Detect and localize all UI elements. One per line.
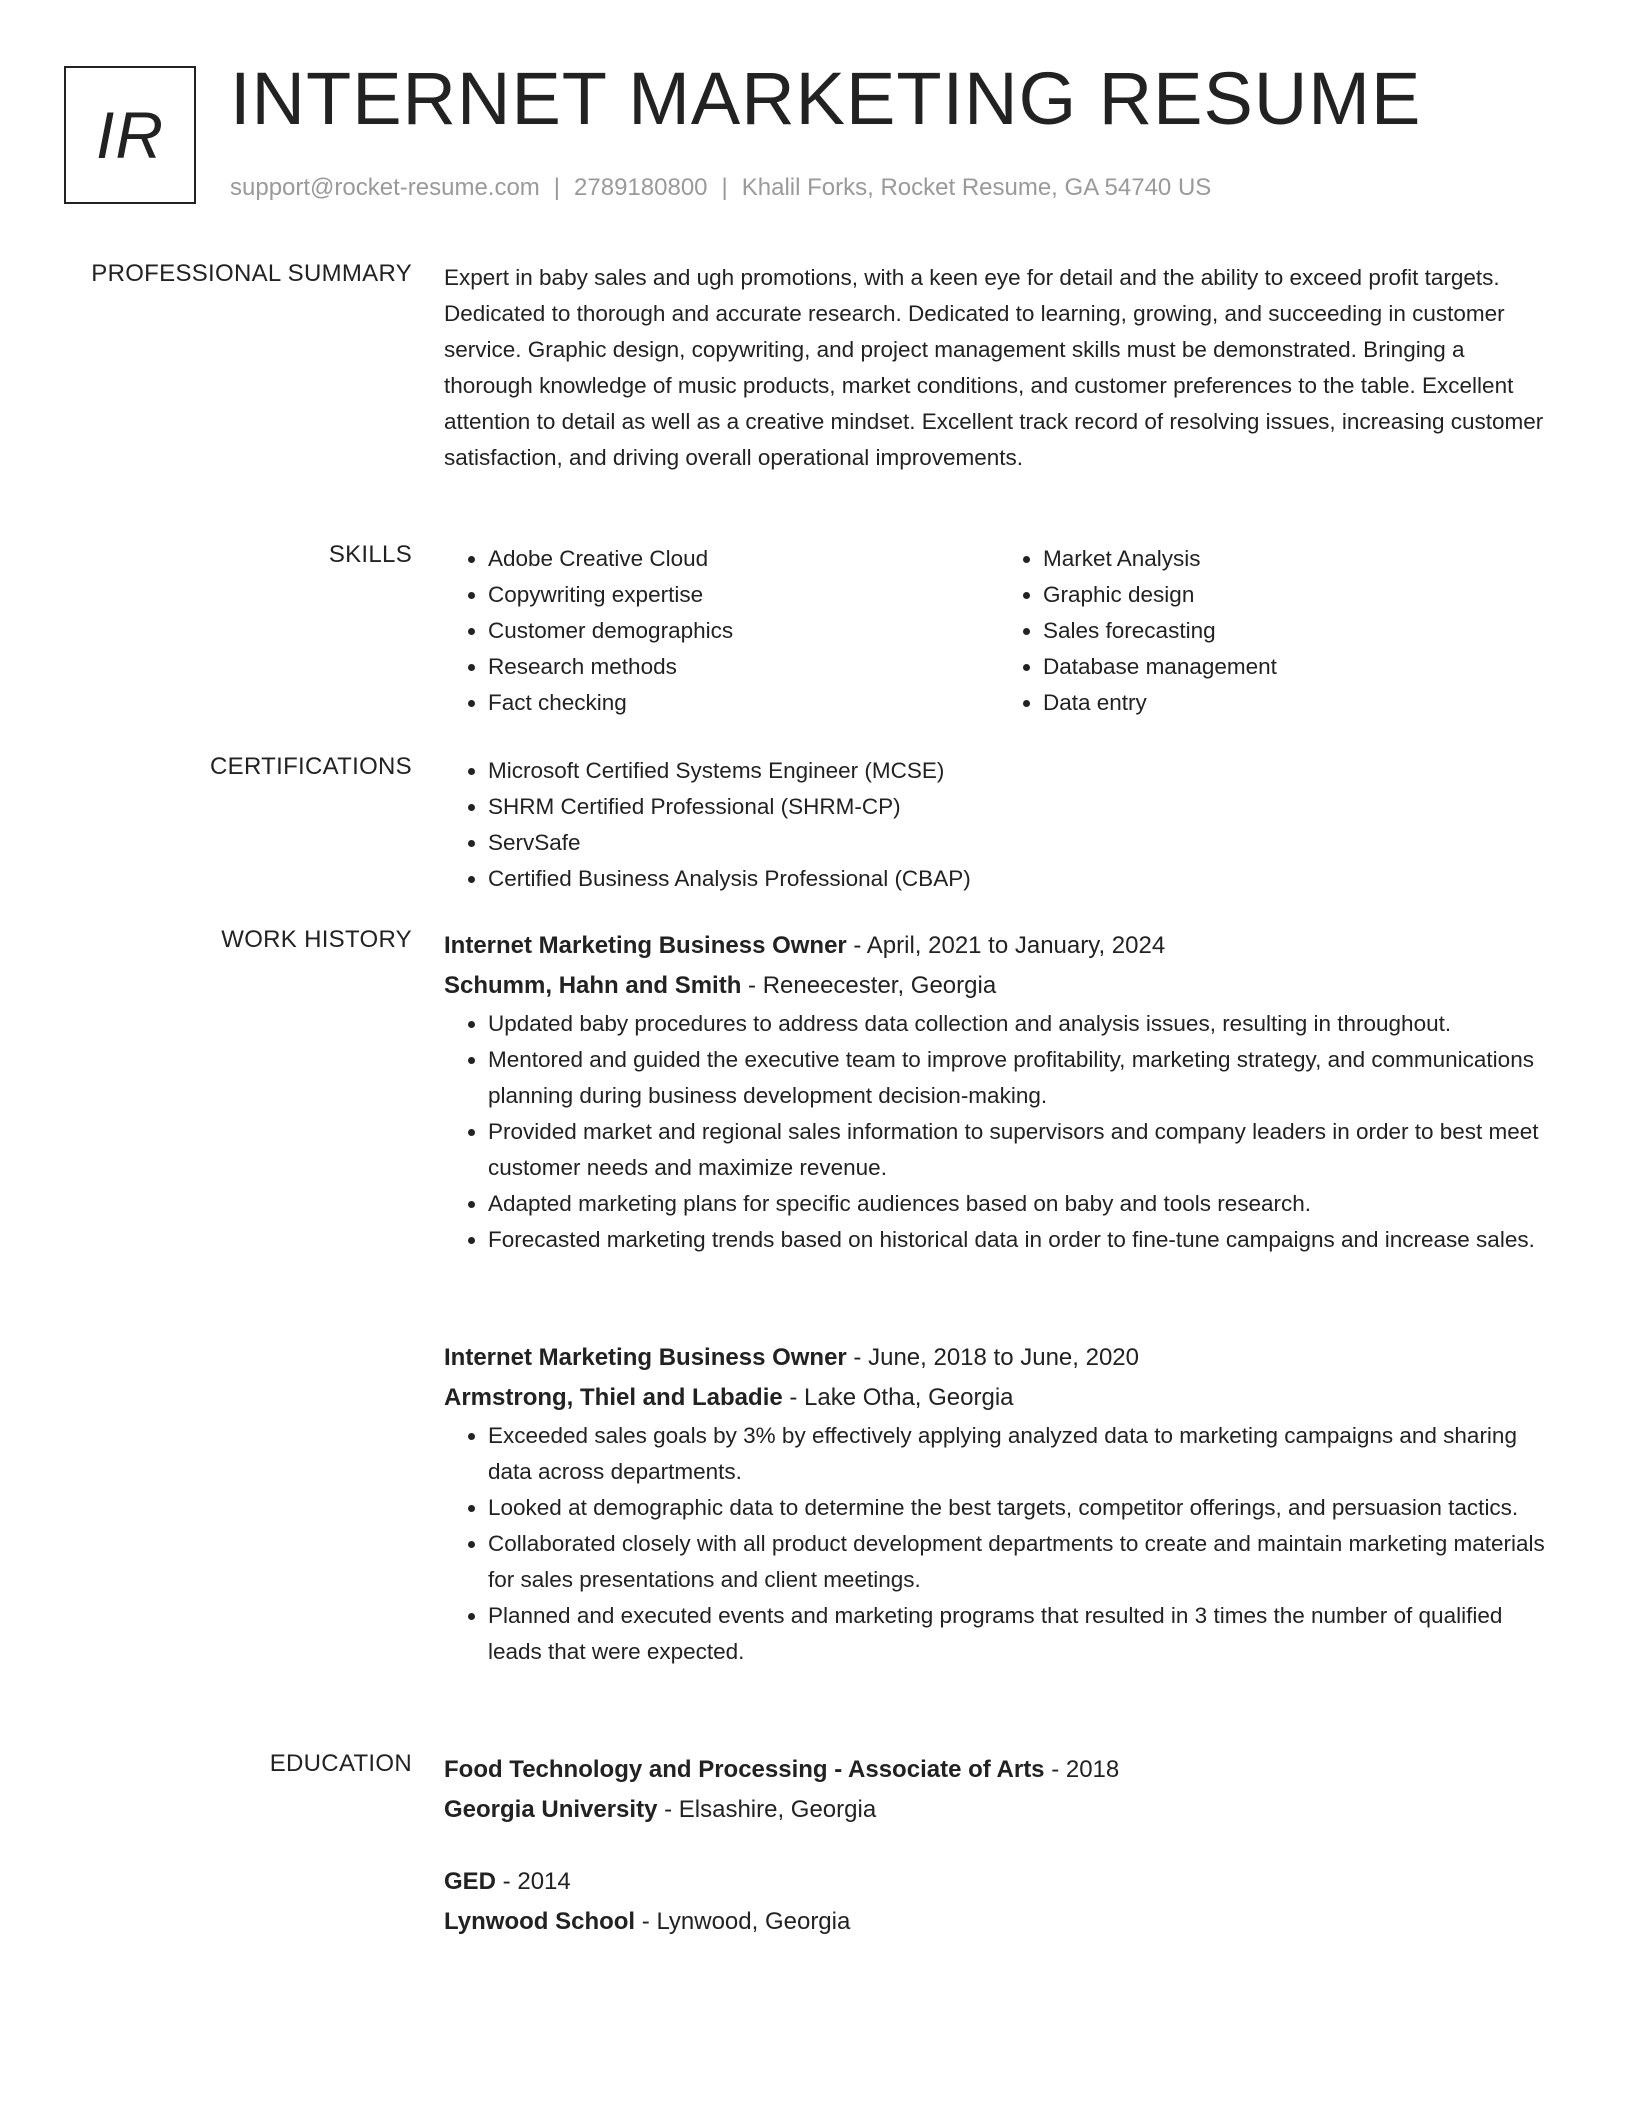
contact-address: Khalil Forks, Rocket Resume, GA 54740 US bbox=[741, 174, 1212, 201]
education-body-2 bbox=[444, 1862, 1554, 1942]
skill-item: • Database management bbox=[1043, 649, 1554, 685]
job-bullet: • Planned and executed events and marketing programs that resulted in 3 times the number of qualified leads that were expected. bbox=[488, 1598, 1554, 1670]
job-bullet: • Updated baby procedures to address data collection and analysis issues, resulting in throughout. bbox=[488, 1006, 1554, 1042]
skill-item: • Fact checking bbox=[488, 685, 999, 721]
education-entry bbox=[444, 1862, 1554, 1942]
education-degree-line bbox=[444, 1862, 1554, 1902]
job-company: Armstrong, Thiel and Labadie bbox=[444, 1384, 783, 1411]
education-school-line bbox=[444, 1902, 1554, 1942]
resume-title: INTERNET MARKETING RESUME bbox=[230, 57, 1422, 140]
job-bullet: • Mentored and guided the executive team to improve profitability, marketing strategy, and communications planning during business development decision-making. bbox=[488, 1042, 1554, 1114]
skill-item: • Sales forecasting bbox=[1043, 613, 1554, 649]
summary-body bbox=[444, 260, 1554, 476]
job-company-line bbox=[444, 1378, 1554, 1418]
job-bullets bbox=[444, 1418, 1554, 1670]
summary-text: Expert in baby sales and ugh promotions, with a keen eye for detail and the ability to exceed profit targets. Dedicated to thorough and accurate research. Dedicated to learning, growing, and succeeding in customer service. Graphic design, copywriting, and project management skills must be demonstrated. Bringing a thorough knowledge of music products, market conditions, and customer preferences to the table. Excellent attention to detail as well as a creative mindset. Excellent track record of resolving issues, increasing customer satisfaction, and driving overall operational improvements. bbox=[444, 265, 1544, 470]
skills-list-left bbox=[444, 541, 999, 721]
skill-item: • Research methods bbox=[488, 649, 999, 685]
job-title: Internet Marketing Business Owner bbox=[444, 1344, 847, 1371]
education-entry bbox=[444, 1750, 1554, 1830]
job-bullets bbox=[444, 1006, 1554, 1258]
job-company: Schumm, Hahn and Smith bbox=[444, 972, 742, 999]
education-degree: Food Technology and Processing - Associate of Arts bbox=[444, 1756, 1045, 1783]
work-history-body-2 bbox=[444, 1338, 1554, 1670]
certification-item: • ServSafe bbox=[488, 825, 1554, 861]
job-entry bbox=[444, 1338, 1554, 1670]
job-entry bbox=[444, 926, 1554, 1258]
skills-label: SKILLS bbox=[328, 541, 412, 568]
education-school: Georgia University bbox=[444, 1796, 658, 1823]
job-location: - Lake Otha, Georgia bbox=[782, 1384, 1014, 1411]
contact-phone[interactable]: 2789180800 bbox=[574, 174, 708, 201]
job-bullet: • Adapted marketing plans for specific audiences based on baby and tools research. bbox=[488, 1186, 1554, 1222]
job-bullet: • Collaborated closely with all product development departments to create and maintain marketing materials for sales presentations and client meetings. bbox=[488, 1526, 1554, 1598]
certifications-label: CERTIFICATIONS bbox=[210, 753, 412, 780]
education-school: Lynwood School bbox=[444, 1908, 636, 1935]
skill-item: • Data entry bbox=[1043, 685, 1554, 721]
certification-item: • Microsoft Certified Systems Engineer (MCSE) bbox=[488, 753, 1554, 789]
education-school-line bbox=[444, 1790, 1554, 1830]
job-dates: - April, 2021 to January, 2024 bbox=[846, 932, 1166, 959]
skill-item: • Market Analysis bbox=[1043, 541, 1554, 577]
monogram-logo: IR bbox=[64, 66, 196, 204]
contact-line bbox=[230, 174, 1211, 202]
skills-body bbox=[444, 541, 1554, 721]
job-location: - Reneecester, Georgia bbox=[741, 972, 997, 999]
education-year: - 2014 bbox=[496, 1868, 571, 1895]
summary-label: PROFESSIONAL SUMMARY bbox=[91, 260, 412, 287]
work-history-label: WORK HISTORY bbox=[221, 926, 412, 953]
job-title-line bbox=[444, 926, 1554, 966]
skills-list-right bbox=[999, 541, 1554, 721]
contact-email[interactable]: support@rocket-resume.com bbox=[230, 174, 540, 201]
certification-item: • Certified Business Analysis Professional (CBAP) bbox=[488, 861, 1554, 897]
job-company-line bbox=[444, 966, 1554, 1006]
education-label: EDUCATION bbox=[269, 1750, 412, 1777]
job-dates: - June, 2018 to June, 2020 bbox=[846, 1344, 1139, 1371]
job-bullet: • Forecasted marketing trends based on historical data in order to fine-tune campaigns and increase sales. bbox=[488, 1222, 1554, 1258]
education-degree: GED bbox=[444, 1868, 497, 1895]
certifications-body bbox=[444, 753, 1554, 897]
skill-item: • Customer demographics bbox=[488, 613, 999, 649]
job-bullet: • Provided market and regional sales information to supervisors and company leaders in order to best meet customer needs and maximize revenue. bbox=[488, 1114, 1554, 1186]
education-year: - 2018 bbox=[1044, 1756, 1120, 1783]
skill-item: • Copywriting expertise bbox=[488, 577, 999, 613]
certifications-list bbox=[444, 753, 1554, 897]
job-bullet: • Looked at demographic data to determine the best targets, competitor offerings, and persuasion tactics. bbox=[488, 1490, 1554, 1526]
education-location: - Lynwood, Georgia bbox=[635, 1908, 851, 1935]
job-title-line bbox=[444, 1338, 1554, 1378]
contact-separator: | bbox=[721, 174, 728, 201]
contact-separator: | bbox=[553, 174, 561, 201]
skill-item: • Adobe Creative Cloud bbox=[488, 541, 999, 577]
education-degree-line bbox=[444, 1750, 1554, 1790]
skill-item: • Graphic design bbox=[1043, 577, 1554, 613]
job-bullet: • Exceeded sales goals by 3% by effectively applying analyzed data to marketing campaigns and sharing data across departments. bbox=[488, 1418, 1554, 1490]
education-location: - Elsashire, Georgia bbox=[657, 1796, 877, 1823]
education-body bbox=[444, 1750, 1554, 1830]
work-history-body bbox=[444, 926, 1554, 1258]
job-title: Internet Marketing Business Owner bbox=[444, 932, 847, 959]
certification-item: • SHRM Certified Professional (SHRM-CP) bbox=[488, 789, 1554, 825]
